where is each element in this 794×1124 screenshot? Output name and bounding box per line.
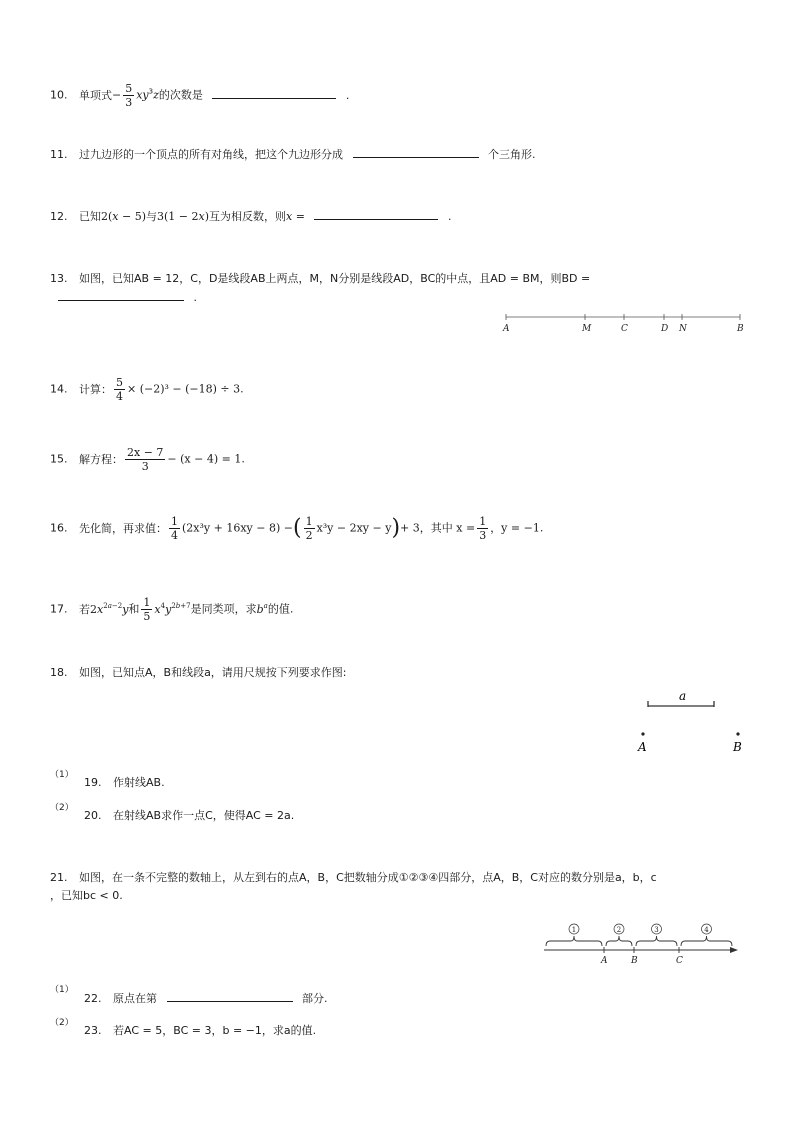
question-number: 15. — [50, 452, 68, 466]
fraction: $\frac{1}{2}$ — [305, 515, 313, 542]
subpart-label: （2） — [50, 1018, 74, 1028]
part-label: 4 — [704, 926, 709, 934]
part-label: 3 — [654, 926, 659, 934]
question-number: 21. — [50, 871, 68, 884]
point-label-b: B — [737, 324, 744, 334]
part-label: 2 — [616, 926, 622, 934]
question-22: 22. 原点在第 部分. — [84, 992, 328, 1005]
answer-blank[interactable] — [353, 147, 479, 158]
question-23: 23. 若AC = 5，BC = 3，b = −1，求a的值. — [84, 1024, 317, 1037]
question-21: 21. 如图，在一条不完整的数轴上，从左到右的点A，B，C把数轴分成①②③④四部分，点A，B，C对应的数分别是a，b，c — [50, 871, 657, 884]
point-label-a: A — [601, 956, 608, 966]
segment-label: a — [679, 689, 687, 703]
answer-blank[interactable] — [212, 88, 336, 99]
construction-figure-q18 — [630, 686, 750, 756]
point-label-c: C — [676, 956, 683, 966]
question-number: 13. — [50, 272, 68, 285]
part-brace — [681, 936, 732, 946]
subpart-label: （1） — [50, 770, 74, 780]
point-label-n: N — [679, 324, 687, 334]
fraction: $\frac{1}{4}$ — [171, 515, 178, 542]
question-number: 23. — [84, 1024, 102, 1037]
point-label-a: A — [503, 324, 510, 334]
question-11: 11. 过九边形的一个顶点的所有对角线，把这个九边形分成 个三角形. — [50, 148, 536, 161]
point-b-dot — [736, 732, 739, 735]
part-brace — [636, 936, 677, 946]
question-number: 19. — [84, 776, 102, 789]
part-brace — [606, 936, 632, 946]
point-a-label: A — [638, 740, 647, 754]
subpart-label: （1） — [50, 985, 74, 995]
question-number: 14. — [50, 382, 68, 396]
question-number: 17. — [50, 602, 68, 616]
fraction: $\frac{5}{3}$ — [125, 82, 133, 109]
question-15: 15. 解方程： $\frac{2x - 7}{3}$ − (x − 4) = 1. — [50, 446, 245, 473]
point-label-c: C — [621, 324, 628, 334]
question-number: 12. — [50, 210, 68, 223]
question-number: 11. — [50, 148, 68, 161]
fraction: $\frac{1}{3}$ — [479, 515, 487, 542]
question-13: 13. 如图，已知AB = 12，C，D是线段AB上两点，M，N分别是线段AD，BC的中点，且AD = BM，则BD = — [50, 272, 591, 285]
question-17: 17. 若$2x^{2a-2}y$和 $\frac{1}{5}$ $x^4y^{2b+7}$是同类项，求$b^a$的值. — [50, 596, 294, 623]
part-brace — [546, 936, 602, 946]
part-label: 1 — [571, 926, 577, 934]
point-a-dot — [641, 732, 644, 735]
question-number: 18. — [50, 666, 68, 679]
question-18: 18. 如图，已知点A，B和线段a，请用尺规按下列要求作图: — [50, 666, 347, 679]
question-20: 20. 在射线AB求作一点C，使得AC = 2a. — [84, 809, 295, 822]
question-number: 10. — [50, 88, 68, 102]
point-b-label: B — [733, 740, 742, 754]
question-13-answer-line: . — [58, 290, 197, 305]
question-10: 10. 单项式− $\frac{5}{3}$ $xy^3z$的次数是 . — [50, 82, 350, 109]
answer-blank[interactable] — [314, 209, 438, 220]
point-label-d: D — [661, 324, 669, 334]
answer-blank[interactable] — [58, 290, 184, 301]
subpart-label: （2） — [50, 803, 74, 813]
question-14: 14. 计算： $\frac{5}{4}$ × (−2)³ − (−18) ÷ 3. — [50, 376, 244, 403]
question-21-continued: ，已知bc < 0. — [50, 889, 123, 902]
question-16: 16. 先化简，再求值： $\frac{1}{4}$ (2x³y + 16xy − 8) −( $\frac{1}{2}$ x³y − 2xy − y)+ 3，其中 x = $\frac{1}{3}$ ，y = −1. — [50, 515, 544, 542]
fraction: $\frac{1}{5}$ — [143, 596, 151, 623]
question-number: 16. — [50, 521, 68, 535]
answer-blank[interactable] — [167, 991, 293, 1002]
question-12: 12. 已知2(x − 5)与3(1 − 2x)互为相反数，则x = . — [50, 210, 452, 223]
question-number: 20. — [84, 809, 102, 822]
number-line-figure-q21 — [540, 920, 745, 966]
question-19: 19. 作射线AB. — [84, 776, 165, 789]
point-label-b: B — [631, 956, 638, 966]
segment-figure-q13 — [500, 310, 750, 334]
question-number: 22. — [84, 992, 102, 1005]
point-label-m: M — [582, 324, 592, 334]
fraction: $\frac{2x - 7}{3}$ — [127, 446, 164, 473]
fraction: $\frac{5}{4}$ — [116, 376, 123, 403]
